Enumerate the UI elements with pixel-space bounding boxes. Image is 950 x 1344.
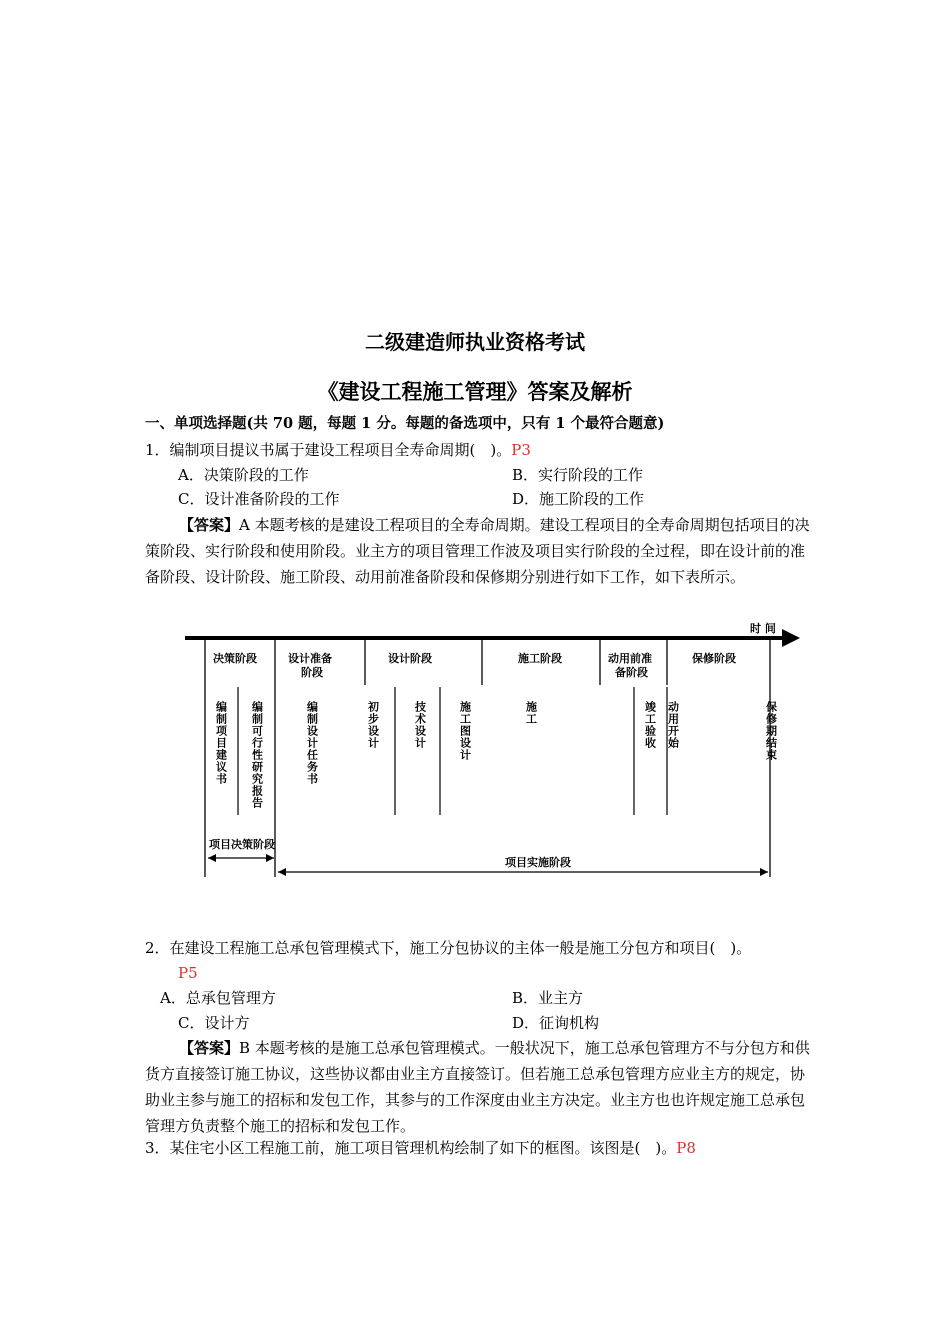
implementation-phase-label: 项目实施阶段: [505, 856, 571, 869]
stage-design-prep-2: 阶段: [301, 666, 323, 679]
question-2-option-d: D．征询机构: [512, 1014, 600, 1032]
task-lines: [238, 687, 667, 815]
question-1-answer-text: A 本题考核的是建设工程项目的全寿命周期。建设工程项目的全寿命周期包括项目的决策阶段、实行阶段和使用阶段。业主方的项目管理工作波及项目实行阶段的全过程，即在设计前的准备阶段、设计阶段、施工阶段、动用前准备阶段和保修期分别进行如下工作，如下表所示。: [145, 516, 810, 586]
question-2-page-ref: P5: [178, 964, 198, 982]
question-1-answer: [145, 512, 810, 590]
question-2-option-a: A．总承包管理方: [160, 989, 276, 1007]
stage-decision: 决策阶段: [213, 652, 257, 665]
document-subtitle: 《建设工程施工管理》答案及解析: [317, 380, 633, 404]
question-2-option-b: B．业主方: [512, 989, 584, 1007]
task-construction: 施工: [524, 701, 538, 725]
question-1-page-ref: P3: [511, 441, 531, 459]
task-use-start: 动用开始: [666, 701, 680, 749]
task-feasibility-report: 编制可行性研究报告: [250, 701, 264, 809]
stage-design: 设计阶段: [388, 652, 432, 665]
stage-warranty: 保修阶段: [692, 652, 736, 665]
question-2-stem: 2．在建设工程施工总承包管理模式下，施工分包协议的主体一般是施工分包方和项目( )。: [145, 939, 752, 957]
question-3-page-ref: P8: [676, 1139, 696, 1157]
time-arrow-head: [782, 629, 800, 647]
decision-phase-label: 项目决策阶段: [209, 838, 275, 851]
time-label: 时 间: [750, 622, 776, 635]
question-2-answer: [145, 1035, 810, 1139]
stage-construction: 施工阶段: [518, 652, 562, 665]
question-3-stem: [145, 1136, 696, 1160]
project-lifecycle-diagram: [180, 615, 805, 910]
task-construction-drawing: 施工图设计: [458, 701, 472, 761]
section-heading: 一、单项选择题(共 70 题，每题 1 分。每题的备选项中，只有 1 个最符合题意): [145, 415, 665, 432]
question-2-answer-text: B 本题考核的是施工总承包管理模式。一般状况下，施工总承包管理方不与分包方和供货方直接签订施工协议，这些协议都由业主方直接签订。但若施工总承包管理方应业主方的规定，协助业主参与施工的招标和发包工作，其参与的工作深度由业主方决定。业主方也也许规定施工总承包管理方负责整个施工的招标和发包工作。: [145, 1039, 810, 1135]
question-1-option-c: C．设计准备阶段的工作: [178, 490, 340, 508]
answer-tag: 【答案】: [179, 1039, 240, 1057]
task-warranty-end: 保修期结束: [764, 701, 778, 761]
stage-design-prep-1: 设计准备: [288, 652, 332, 665]
document-title: 二级建造师执业资格考试: [365, 330, 585, 354]
answer-tag: 【答案】: [179, 516, 240, 534]
task-technical-design: 技术设计: [413, 701, 427, 749]
stage-pre-use-1: 动用前准: [608, 652, 652, 665]
stage-separators: [205, 638, 770, 877]
question-1-text: 1．编制项目提议书属于建设工程项目全寿命周期( )。: [145, 441, 512, 459]
task-project-proposal: 编制项目建议书: [214, 701, 228, 785]
question-1-option-b: B．实行阶段的工作: [512, 466, 644, 484]
question-2-option-c: C．设计方: [178, 1014, 250, 1032]
task-design-brief: 编制设计任务书: [305, 701, 319, 785]
task-completion-acceptance: 竣工验收: [643, 701, 657, 749]
question-3-text: 3．某住宅小区工程施工前，施工项目管理机构绘制了如下的框图。该图是( )。: [145, 1139, 677, 1157]
question-1-option-d: D．施工阶段的工作: [512, 490, 645, 508]
question-1-stem: [145, 438, 531, 462]
question-1-option-a: A．决策阶段的工作: [178, 466, 309, 484]
task-preliminary-design: 初步设计: [366, 701, 380, 749]
stage-pre-use-2: 备阶段: [615, 666, 648, 679]
